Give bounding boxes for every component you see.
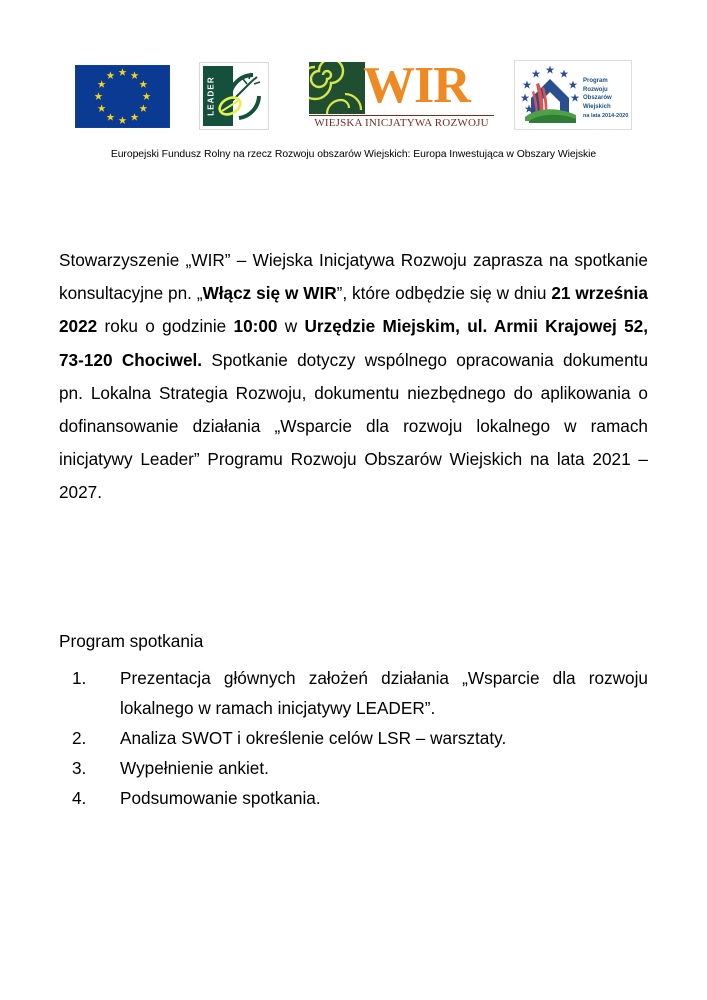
list-item-label: Wypełnienie ankiet. [120, 758, 269, 778]
funding-caption: Europejski Fundusz Rolny na rzecz Rozwoju obszarów Wiejskich: Europa Inwestująca w Obszary Wiejskie [110, 149, 597, 160]
list-item-number: 3. [72, 758, 87, 778]
leader-logo-label: LEADER [206, 76, 216, 116]
list-item-number: 4. [72, 788, 87, 808]
prow-line-3: Obszarów [583, 95, 612, 101]
leader-logo [199, 62, 269, 130]
list-item-label: Podsumowanie spotkania. [120, 788, 321, 808]
wir-spiral-svg [309, 62, 365, 114]
list-item-number: 1. [72, 668, 87, 688]
prow-line-2: Rozwoju [583, 86, 608, 93]
prow-line-4: Wiejskich [583, 103, 611, 110]
wir-spiral-icon [309, 62, 365, 114]
program-list [59, 663, 648, 813]
leader-logo-body [203, 66, 265, 126]
prow-logo-text [583, 77, 631, 111]
wir-subtitle: WIEJSKA INICJATYWA ROZWOJU [314, 117, 489, 129]
wir-acronym: WIR [363, 57, 470, 114]
list-item [59, 753, 648, 783]
prow-years-label: na lata 2014-2020 [583, 113, 629, 119]
program-heading: Program spotkania [59, 631, 204, 651]
list-item-label: Prezentacja głównych założeń działania „Wsparcie dla rozwoju lokalnego w ramach inicjatywy LEADER”. [120, 668, 648, 718]
wir-logo [309, 57, 494, 132]
list-item [59, 663, 648, 723]
prow-emblem-icon [519, 65, 581, 125]
list-item [59, 723, 648, 753]
logo-bar [59, 57, 648, 132]
prow-line-1: Program [583, 78, 608, 84]
invitation-paragraph: Stowarzyszenie „WIR” – Wiejska Inicjatywa Rozwoju zaprasza na spotkanie konsultacyjne pn. „Włącz się w WIR”, które odbędzie się w dniu 21 września 2022 roku o godzinie 10:00 w Urzędzie Miejskim, ul. Armii Krajowej 52, 73-120 Chociwel. Spotkanie dotyczy wspólnego opracowania dokumentu pn. Lokalna Strategia Rozwoju, dokumentu niezbędnego do aplikowania o dofinansowanie działania „Wsparcie dla rozwoju lokalnego w ramach inicjatywy Leader” Programu Rozwoju Obszarów Wiejskich na lata 2021 – 2027. [59, 250, 648, 503]
prow-logo [514, 60, 632, 130]
wir-divider [309, 115, 494, 116]
list-item [59, 783, 648, 813]
list-item-label: Analiza SWOT i określenie celów LSR – warsztaty. [120, 728, 507, 748]
wir-logo-top [309, 57, 494, 115]
eu-stars-icon [76, 66, 169, 128]
eu-flag-logo [75, 65, 170, 128]
list-item-number: 2. [72, 728, 87, 748]
